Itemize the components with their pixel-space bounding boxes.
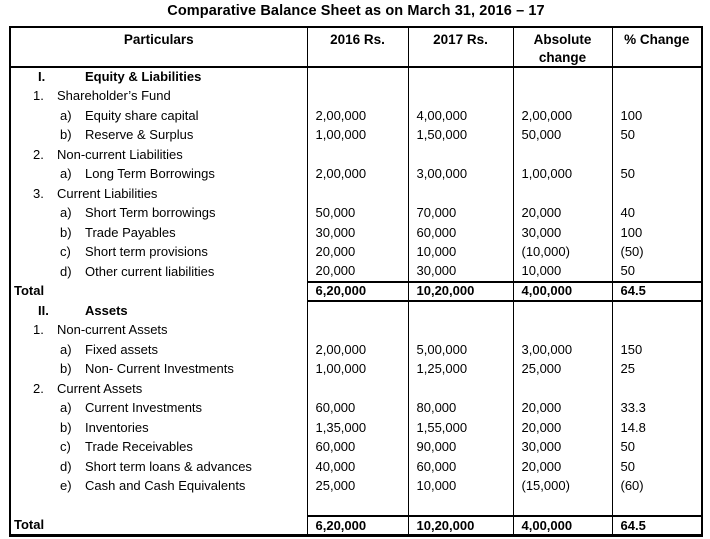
row-label: Shareholder’s Fund	[57, 88, 171, 104]
table-row	[11, 223, 701, 243]
table-row	[11, 496, 701, 516]
cell-value: 50	[612, 262, 701, 282]
cell-value: 1,50,000	[408, 126, 513, 146]
cell-value: 20,000	[513, 204, 612, 224]
cell-value: 100	[612, 223, 701, 243]
cell-value: 20,000	[513, 399, 612, 419]
cell-value: 64.5	[612, 282, 701, 302]
cell-value: 1,00,000	[307, 126, 408, 146]
cell-particulars	[11, 165, 307, 185]
cell-particulars	[11, 106, 307, 126]
table-row	[11, 165, 701, 185]
cell-value	[408, 321, 513, 341]
cell-value: 150	[612, 340, 701, 360]
row-marker: d)	[60, 263, 72, 279]
table-row	[11, 516, 701, 536]
cell-particulars	[11, 438, 307, 458]
page-title: Comparative Balance Sheet as on March 31, 2016 – 17	[167, 3, 545, 19]
cell-value: 25	[612, 360, 701, 380]
cell-value	[513, 87, 612, 107]
cell-value	[513, 321, 612, 341]
cell-particulars	[11, 301, 307, 321]
row-marker: e)	[60, 478, 72, 494]
cell-value: 60,000	[408, 457, 513, 477]
row-marker: a)	[60, 166, 72, 182]
cell-particulars	[11, 67, 307, 87]
row-marker: a)	[60, 107, 72, 123]
cell-value	[307, 87, 408, 107]
table-row	[11, 321, 701, 341]
row-marker: II.	[38, 302, 49, 318]
cell-value	[513, 496, 612, 516]
column-header-2016: 2016 Rs.	[307, 28, 408, 67]
row-label: Assets	[85, 302, 128, 318]
row-label: Equity & Liabilities	[85, 69, 202, 85]
cell-value	[612, 184, 701, 204]
balance-sheet-table	[9, 26, 703, 537]
table-row	[11, 262, 701, 282]
cell-value	[408, 145, 513, 165]
cell-particulars	[11, 126, 307, 146]
cell-value	[408, 379, 513, 399]
cell-value: 64.5	[612, 516, 701, 536]
cell-value	[307, 145, 408, 165]
cell-value: 6,20,000	[307, 516, 408, 536]
table-row	[11, 67, 701, 87]
row-marker: 1.	[33, 322, 44, 338]
cell-particulars	[11, 223, 307, 243]
row-label: Long Term Borrowings	[85, 166, 215, 182]
cell-value	[612, 379, 701, 399]
table-row	[11, 204, 701, 224]
row-marker: b)	[60, 224, 72, 240]
cell-value	[513, 379, 612, 399]
column-header-2017: 2017 Rs.	[408, 28, 513, 67]
cell-value	[408, 301, 513, 321]
row-label: Reserve & Surplus	[85, 127, 194, 143]
table-row	[11, 477, 701, 497]
cell-value: 50	[612, 457, 701, 477]
row-label: Short term provisions	[85, 244, 208, 260]
row-label: Other current liabilities	[85, 263, 215, 279]
cell-value	[307, 379, 408, 399]
cell-value: 40,000	[307, 457, 408, 477]
cell-value: 10,000	[513, 262, 612, 282]
cell-value: (10,000)	[513, 243, 612, 263]
cell-value: 33.3	[612, 399, 701, 419]
cell-value: 50,000	[513, 126, 612, 146]
balance-sheet-body	[11, 67, 701, 535]
table-row	[11, 457, 701, 477]
table-row	[11, 418, 701, 438]
cell-value	[307, 301, 408, 321]
cell-value: 25,000	[307, 477, 408, 497]
row-marker: a)	[60, 341, 72, 357]
row-label: Current Investments	[85, 400, 203, 416]
cell-particulars	[11, 204, 307, 224]
cell-particulars	[11, 379, 307, 399]
cell-value: 30,000	[408, 262, 513, 282]
cell-particulars	[11, 262, 307, 282]
cell-value	[612, 496, 701, 516]
row-marker: I.	[38, 69, 46, 85]
cell-value: 4,00,000	[408, 106, 513, 126]
row-marker: 2.	[33, 146, 44, 162]
cell-value: (15,000)	[513, 477, 612, 497]
cell-value: 1,00,000	[307, 360, 408, 380]
header-row	[11, 28, 701, 67]
row-marker: b)	[60, 419, 72, 435]
cell-value: 30,000	[513, 223, 612, 243]
cell-value	[307, 321, 408, 341]
cell-particulars	[11, 87, 307, 107]
cell-value	[307, 184, 408, 204]
cell-particulars	[11, 340, 307, 360]
cell-value	[408, 496, 513, 516]
cell-value: 14.8	[612, 418, 701, 438]
row-marker: 2.	[33, 380, 44, 396]
row-marker: 3.	[33, 185, 44, 201]
cell-value: 10,000	[408, 477, 513, 497]
cell-value: 3,00,000	[408, 165, 513, 185]
row-label: Short term loans & advances	[85, 458, 252, 474]
cell-value: 90,000	[408, 438, 513, 458]
cell-particulars	[11, 282, 307, 302]
table-row	[11, 282, 701, 302]
cell-value: 50	[612, 126, 701, 146]
cell-value: (50)	[612, 243, 701, 263]
cell-value: (60)	[612, 477, 701, 497]
cell-value: 4,00,000	[513, 516, 612, 536]
cell-value: 20,000	[513, 457, 612, 477]
row-label: Non-current Liabilities	[57, 146, 183, 162]
column-header-absolute-change: Absolute change	[513, 28, 612, 67]
row-marker: 1.	[33, 88, 44, 104]
cell-value: 1,25,000	[408, 360, 513, 380]
row-marker: c)	[60, 439, 71, 455]
cell-particulars	[11, 243, 307, 263]
table-row	[11, 438, 701, 458]
row-label: Trade Receivables	[85, 439, 193, 455]
cell-value	[612, 321, 701, 341]
cell-particulars	[11, 496, 307, 516]
row-label: Non- Current Investments	[85, 361, 234, 377]
cell-value: 2,00,000	[307, 106, 408, 126]
cell-value: 10,20,000	[408, 516, 513, 536]
row-marker: a)	[60, 400, 72, 416]
cell-value: 1,00,000	[513, 165, 612, 185]
cell-particulars	[11, 399, 307, 419]
cell-value: 4,00,000	[513, 282, 612, 302]
cell-value	[612, 67, 701, 87]
cell-value: 60,000	[307, 438, 408, 458]
cell-value: 60,000	[408, 223, 513, 243]
table-row	[11, 340, 701, 360]
table-row	[11, 184, 701, 204]
table-row	[11, 243, 701, 263]
cell-value: 40	[612, 204, 701, 224]
row-label: Total	[14, 283, 45, 299]
row-label: Trade Payables	[85, 224, 176, 240]
table-row	[11, 87, 701, 107]
cell-value	[408, 87, 513, 107]
row-label: Total	[14, 517, 45, 533]
row-marker: c)	[60, 244, 71, 260]
row-marker: b)	[60, 361, 72, 377]
cell-value	[513, 301, 612, 321]
cell-value	[408, 184, 513, 204]
row-marker: a)	[60, 205, 72, 221]
row-label: Non-current Assets	[57, 322, 168, 338]
cell-value: 80,000	[408, 399, 513, 419]
cell-value: 50	[612, 165, 701, 185]
row-label: Current Assets	[57, 380, 143, 396]
cell-particulars	[11, 477, 307, 497]
cell-value	[612, 145, 701, 165]
cell-value: 3,00,000	[513, 340, 612, 360]
cell-particulars	[11, 457, 307, 477]
row-marker: d)	[60, 458, 72, 474]
cell-value: 50,000	[307, 204, 408, 224]
cell-value: 100	[612, 106, 701, 126]
cell-value: 1,35,000	[307, 418, 408, 438]
cell-value	[408, 67, 513, 87]
cell-value: 70,000	[408, 204, 513, 224]
cell-value: 20,000	[307, 243, 408, 263]
cell-value: 2,00,000	[307, 340, 408, 360]
table-row	[11, 106, 701, 126]
cell-value: 5,00,000	[408, 340, 513, 360]
cell-value: 2,00,000	[307, 165, 408, 185]
cell-value: 10,000	[408, 243, 513, 263]
row-label: Equity share capital	[85, 107, 199, 123]
table-row	[11, 379, 701, 399]
row-label: Fixed assets	[85, 341, 158, 357]
cell-particulars	[11, 516, 307, 536]
row-label: Short Term borrowings	[85, 205, 216, 221]
cell-value	[513, 145, 612, 165]
cell-value: 2,00,000	[513, 106, 612, 126]
cell-value: 50	[612, 438, 701, 458]
cell-value: 20,000	[307, 262, 408, 282]
cell-value	[612, 87, 701, 107]
table-row	[11, 126, 701, 146]
column-header-particulars: Particulars	[11, 28, 307, 67]
table-row	[11, 399, 701, 419]
cell-value: 60,000	[307, 399, 408, 419]
cell-particulars	[11, 145, 307, 165]
cell-value	[307, 496, 408, 516]
row-label: Current Liabilities	[57, 185, 158, 201]
cell-particulars	[11, 184, 307, 204]
column-header-pct-change: % Change	[612, 28, 701, 67]
cell-value: 30,000	[513, 438, 612, 458]
table-row	[11, 360, 701, 380]
cell-value: 10,20,000	[408, 282, 513, 302]
cell-value: 20,000	[513, 418, 612, 438]
table-row	[11, 145, 701, 165]
cell-value: 25,000	[513, 360, 612, 380]
cell-particulars	[11, 321, 307, 341]
cell-value: 1,55,000	[408, 418, 513, 438]
row-label: Cash and Cash Equivalents	[85, 478, 246, 494]
cell-value	[513, 184, 612, 204]
cell-value	[513, 67, 612, 87]
cell-value	[307, 67, 408, 87]
cell-value: 6,20,000	[307, 282, 408, 302]
cell-particulars	[11, 418, 307, 438]
cell-particulars	[11, 360, 307, 380]
cell-value: 30,000	[307, 223, 408, 243]
table-row	[11, 301, 701, 321]
cell-value	[612, 301, 701, 321]
row-label: Inventories	[85, 419, 149, 435]
row-marker: b)	[60, 127, 72, 143]
